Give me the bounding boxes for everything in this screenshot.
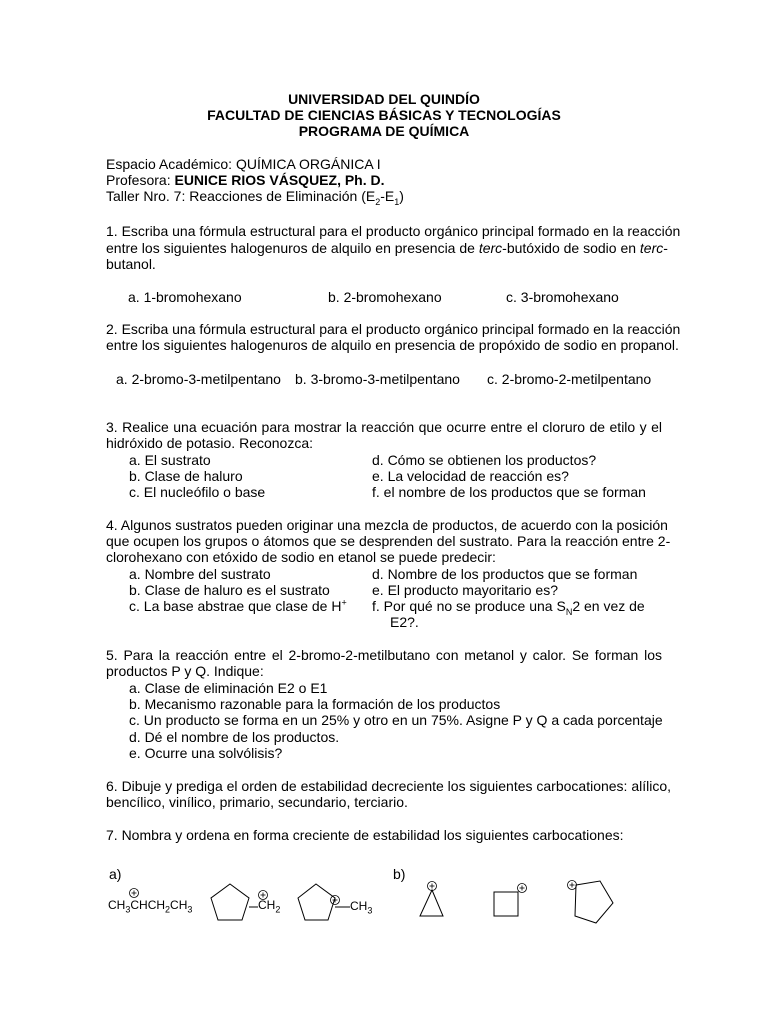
q7-label-a: a) [109, 866, 122, 882]
q4-item-e: e. El producto mayoritario es? [372, 582, 558, 598]
q4-item-f: f. Por qué no se produce una $S_N2$ en vez de [372, 598, 645, 617]
q2-option-a: a. 2-bromo-3-metilpentano [116, 371, 281, 387]
q5-item-a: a. Clase de eliminación E2 o E1 [129, 680, 328, 696]
academic-space-line: Espacio Académico: QUÍMICA ORGÁNICA I [106, 156, 381, 172]
q7-label-b: b) [393, 866, 406, 882]
q4-line-2: que ocupen los grupos o átomos que se desprenden del sustrato. Para la reacción entre 2- [106, 533, 671, 549]
q7-line-1: 7. Nombra y ordena en forma creciente de estabilidad los siguientes carbocationes: [106, 827, 624, 843]
q5-item-b: b. Mecanismo razonable para la formación de los productos [129, 696, 501, 712]
q3-item-a: a. El sustrato [129, 452, 211, 468]
q6-line-2: bencílico, vinílico, primario, secundario, terciario. [106, 794, 408, 810]
q5-line-1: 5. Para la reacción entre el 2-bromo-2-metilbutano con metanol y calor. Se forman los [106, 647, 662, 663]
q4-item-a: a. Nombre del sustrato [129, 566, 271, 582]
q1-line-3: butanol. [106, 256, 156, 272]
q1-option-c: c. 3-bromohexano [506, 289, 619, 305]
positive-charge-icon [329, 894, 341, 906]
q4-item-d: d. Nombre de los productos que se forman [372, 566, 638, 582]
positive-charge-icon [128, 887, 140, 899]
q5-item-d: d. Dé el nombre de los productos. [129, 729, 340, 745]
q4-line-3: clorohexano con etóxido de sodio en etanol se puede predecir: [106, 549, 496, 565]
q3-item-f: f. el nombre de los productos que se forman [372, 484, 646, 500]
q2-line-2: entre los siguientes halogenuros de alquilo en presencia de propóxido de sodio en propanol. [106, 337, 679, 353]
university-title: UNIVERSIDAD DEL QUINDÍO [288, 91, 480, 107]
cyclopentyl-cation [566, 876, 626, 932]
q3-item-b: b. Clase de haluro [129, 468, 243, 484]
ch2-label: $CH_2$ [258, 898, 281, 915]
q1-line-2: entre los siguientes halogenuros de alquilo en presencia de terc-butóxido de sodio en terc- [106, 240, 668, 256]
q1-option-b: b. 2-bromohexano [328, 289, 442, 305]
workshop-line: Taller Nro. 7: Reacciones de Eliminación $(E_2-E_1)$ [106, 188, 404, 207]
cyclopropyl-cation [412, 880, 452, 930]
professor-line: Profesora: EUNICE RIOS VÁSQUEZ, Ph. D. [106, 172, 385, 188]
q1-option-a: a. 1-bromohexano [128, 289, 242, 305]
faculty-title: FACULTAD DE CIENCIAS BÁSICAS Y TECNOLOGÍAS [207, 107, 561, 123]
q4-line-1: 4. Algunos sustratos pueden originar una mezcla de productos, de acuerdo con la posición [106, 517, 668, 533]
q2-line-1: 2. Escriba una fórmula estructural para el producto orgánico principal formado en la reacción [106, 321, 681, 337]
q1-line-1: 1. Escriba una fórmula estructural para el producto orgánico principal formado en la reacción [106, 223, 681, 239]
q4-item-b: b. Clase de haluro es el sustrato [129, 582, 330, 598]
program-title: PROGRAMA DE QUÍMICA [298, 123, 470, 139]
q3-item-c: c. El nucleófilo o base [129, 484, 266, 500]
ch3-label: $CH_3$ [350, 899, 373, 916]
q6-line-1: 6. Dibuje y prediga el orden de estabilidad decreciente los siguientes carbocationes: alílico, [106, 778, 672, 794]
q3-line-2: hidróxido de potasio. Reconozca: [106, 435, 314, 451]
cyclobutyl-cation [490, 880, 540, 930]
q2-option-c: c. 2-bromo-2-metilpentano [487, 371, 652, 387]
q3-item-d: d. Cómo se obtienen los productos? [372, 452, 597, 468]
secondary-butyl-cation: $CH_3CHCH_2CH_3$ [108, 898, 193, 915]
q5-line-2: productos P y Q. Indique: [106, 663, 264, 679]
q2-option-b: b. 3-bromo-3-metilpentano [295, 371, 460, 387]
q5-item-c: c. Un producto se forma en un 25% y otro en un 75%. Asigne P y Q a cada porcentaje [129, 712, 663, 728]
q4-item-c: c. La base abstrae que clase de H+ [129, 597, 347, 614]
q5-item-e: e. Ocurre una solvólisis? [129, 745, 283, 761]
q3-item-e: e. La velocidad de reacción es? [372, 468, 569, 484]
positive-charge-icon [257, 889, 269, 901]
q4-item-f-cont: E2?. [390, 614, 419, 630]
q3-line-1: 3. Realice una ecuación para mostrar la reacción que ocurre entre el cloruro de etilo y el [106, 419, 662, 435]
